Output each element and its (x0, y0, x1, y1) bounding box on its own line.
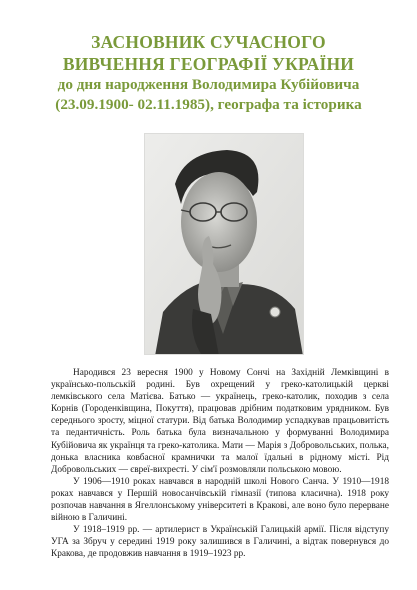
subtitle-line-2: (23.09.1900- 02.11.1985), географа та історика (55, 96, 362, 113)
paragraph-1: Народився 23 вересня 1900 у Новому Сончі на Західній Лемківщині в українсько-польській родині. Був охрещений у греко-католицькій церкві лемківського села Матієва. Батько — українець, греко-католик, походив з села Корнів (Городенківщина, Покуття), працював дрібним податковим урядником. Був середнього зросту, міцної статури. Від батька Володимир успадкував працьовитість та педантичність. Роль батька була визначальною у формуванні Володимира Кубійовича як українця та греко-католика. Мати — Марія з Добровольських, полька, донька власника ковбасної крамнички та малої їдальні в рідному місті. Рід Добровольських — євреї-вихресті. У сім'ї розмовляли польською мовою. (51, 368, 389, 475)
biography-text (51, 367, 389, 561)
title-line-1: ЗАСНОВНИК СУЧАСНОГО (91, 32, 326, 52)
paragraph-2: У 1906—1910 роках навчався в народній школі Нового Санча. У 1910—1918 роках навчався у Першій новосанчівській гімназії (типова класична). 1918 року розпочав навчання в Ягеллонському університеті в Кракові, але воно було перерване війною в Галичині. (51, 476, 389, 524)
paragraph-3: У 1918–1919 рр. — артилерист в Українській Галицькій армії. Після відступу УГА за Збруч у середині 1919 року залишився в Галичині, а відтак повернувся до Кракова, де продовжив навчання в 1919–1923 рр. (51, 525, 389, 560)
title-line-2: ВИВЧЕННЯ ГЕОГРАФІЇ УКРАЇНИ (62, 54, 355, 74)
page-title (0, 31, 417, 115)
portrait-photo (144, 133, 304, 355)
subtitle-line-1: до дня народження Володимира Кубійовича (57, 76, 360, 93)
